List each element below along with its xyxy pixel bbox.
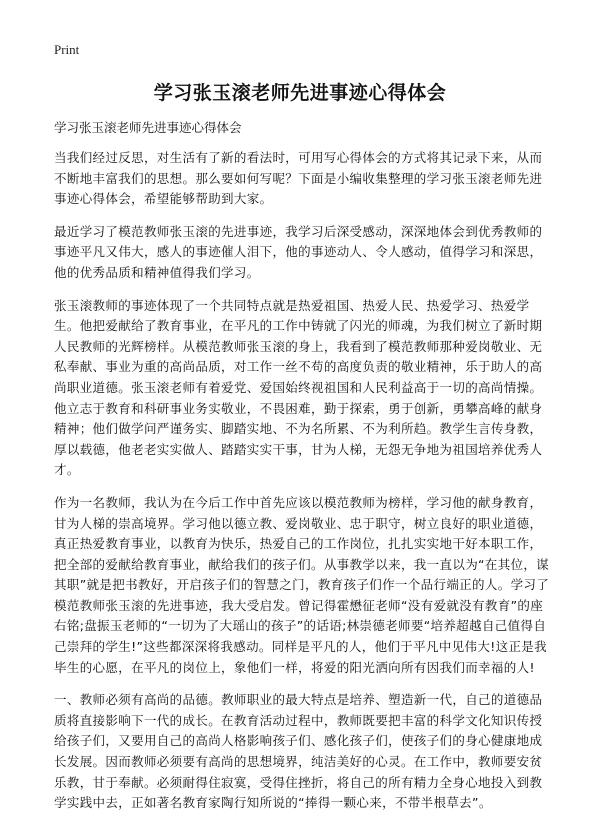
print-link[interactable]: Print [54,42,80,57]
paragraph-point-one: 一、教师必须有高尚的品德。教师职业的最大特点是培养、塑造新一代，自己的道德品质将直接影响下一代的成长。在教育活动过程中，教师既要把丰富的科学文化知识传授给孩子们，又要用自己的高尚人格影响孩子们、感化孩子们，使孩子们的身心健康地成长发展。因而教师必须要有高尚的思想境界，纯洁美好的心灵。在工作中，教师要安贫乐教，甘于奉献。必须耐得住寂寞，受得住挫折，将自己的所有精力全身心地投入到教学实践中去，正如著名教育家陶行知所说的“捧得一颗心来，不带半根草去”。 [54,692,543,811]
page-title: 学习张玉滚老师先进事迹心得体会 [153,82,447,104]
paragraph-intro: 当我们经过反思，对生活有了新的看法时，可用写心得体会的方式将其记录下来，从而不断地丰富我们的思想。那么要如何写呢？下面是小编收集整理的学习张玉滚老师先进事迹心得体会，希望能够帮助到大家。 [54,150,543,207]
article-body [54,148,554,826]
paragraph-traits: 张玉滚教师的事迹体现了一个共同特点就是热爱祖国、热爱人民、热爱学习、热爱学生。他把爱献给了教育事业，在平凡的工作中铸就了闪光的师魂，为我们树立了新时期人民教师的光辉榜样。从模范教师张玉滚的身上，我看到了模范教师那种爱岗敬业、无私奉献、事业为重的高尚品质，对工作一丝不苟的高度负责的敬业精神，乐于助人的高尚职业道德。张玉滚老师有着爱党、爱国始终视祖国和人民利益高于一切的高尚情操。他立志于教育和科研事业务实敬业，不畏困难，勤于探索，勇于创新，勇攀高峰的献身精神；他们做学问严谨务实、脚踏实地、不为名所累、不为利所趋。教学生言传身教，厚以载德，他老老实实做人、踏踏实实干事，甘为人梯，无怨无争地为祖国培养优秀人才。 [54,297,543,478]
paragraph-role-model: 作为一名教师，我认为在今后工作中首先应该以模范教师为榜样，学习他的献身教育，甘为人梯的崇高境界。学习他以德立教、爱岗敬业、忠于职守，树立良好的职业道德，真正热爱教育事业，以教育为快乐，热爱自己的工作岗位，扎扎实实地干好本职工作，把全部的爱献给教育事业，献给我们的孩子们。从事教学以来，我一直以为“在其位，谋其职”就是把书教好，开启孩子们的智慧之门，教育孩子们作一个品行端正的人。学习了模范教师张玉滚的先进事迹，我大受启发。曾记得霍懋征老师“没有爱就没有教育”的座右铭;盘振玉老师的“一切为了大瑶山的孩子”的话语;林崇德老师要“培养超越自己值得自己崇拜的学生!”这些都深深将我感动。同样是平凡的人，他们于平凡中见伟大!这正是我毕生的心愿，在平凡的岗位上，象他们一样，将爱的阳光洒向所有因我们而幸福的人! [54,494,550,675]
article-subtitle: 学习张玉滚老师先进事迹心得体会 [54,120,242,135]
paragraph-study: 最近学习了模范教师张玉滚的先进事迹，我学习后深受感动，深深地体会到优秀教师的事迹平凡又伟大，感人的事迹催人泪下，他的事迹动人、令人感动，值得学习和深思，他的优秀品质和精神值得我们学习。 [54,223,543,280]
